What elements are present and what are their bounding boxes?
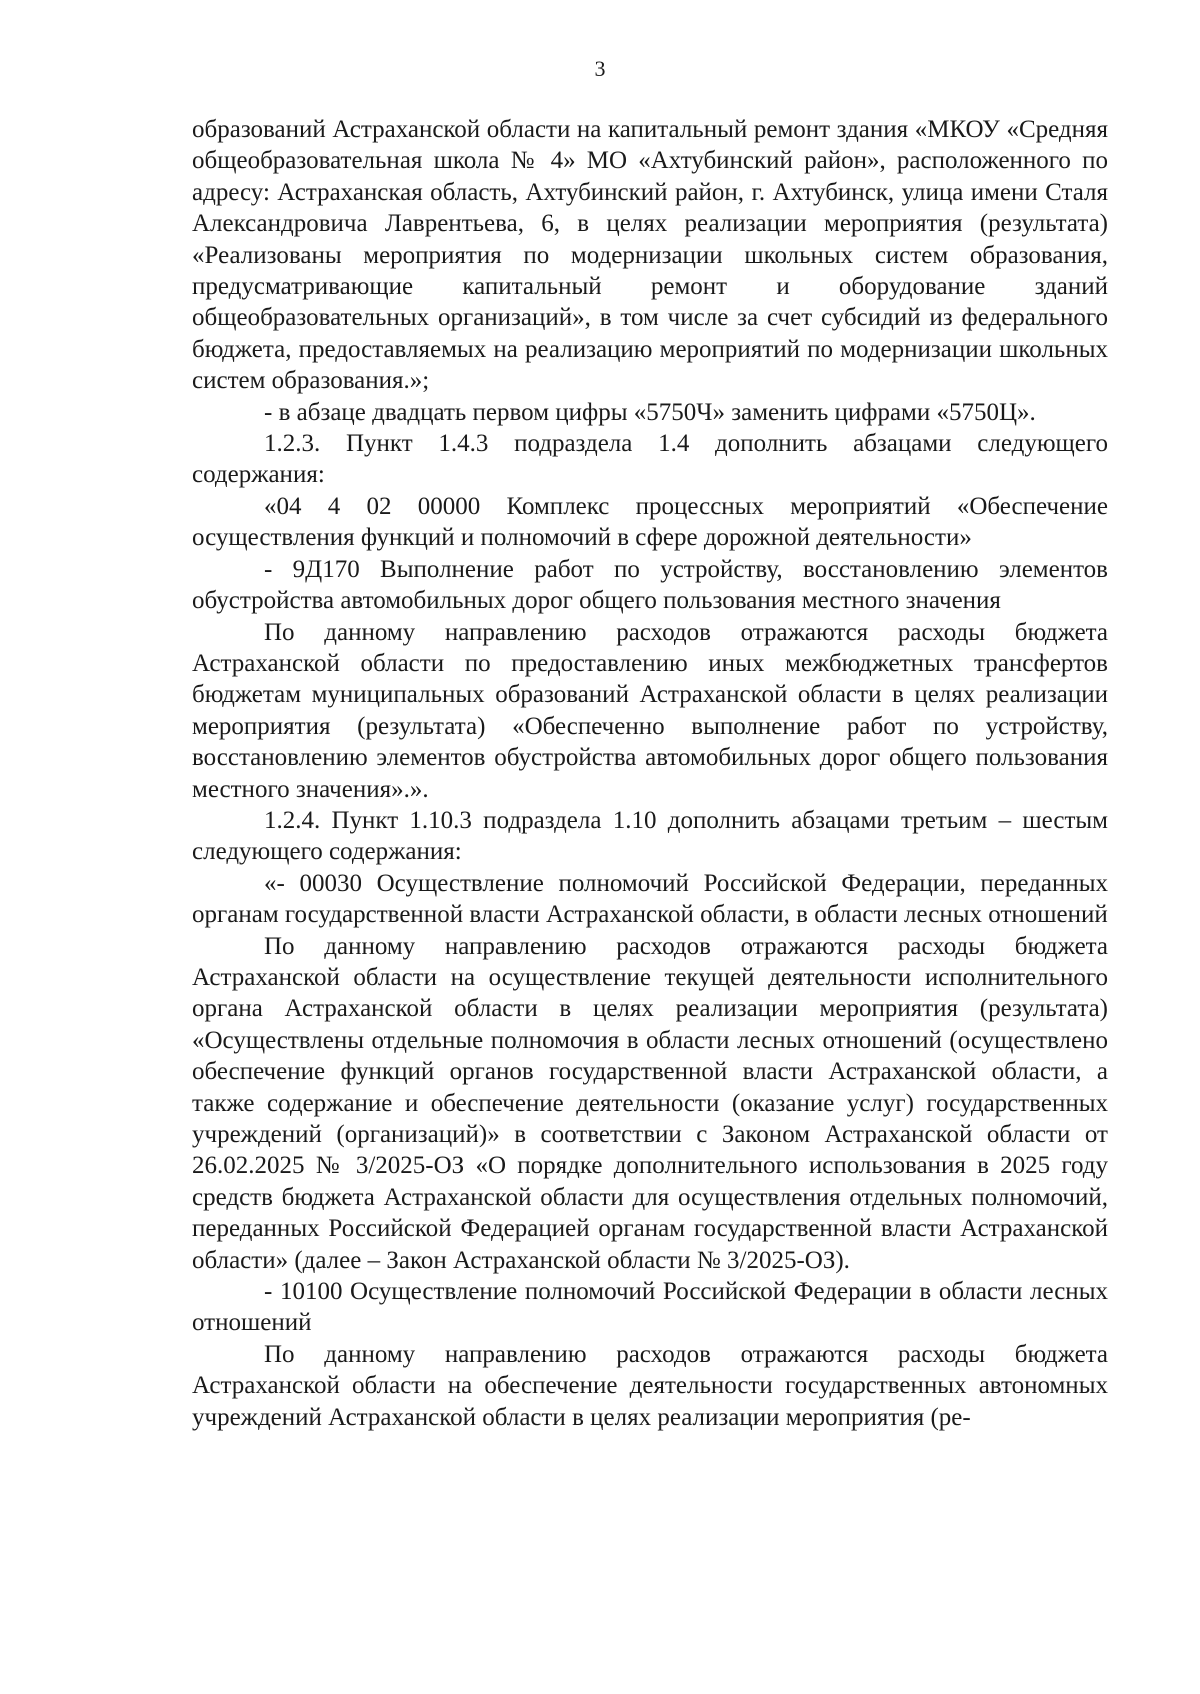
paragraph-9: По данному направлению расходов отражаются расходы бюджета Астраханской области на осуществление текущей деятельности исполнительного органа Астраханской области в целях реализации мероприятия (результата) «Осуществлены отдельные полномочия в области лесных отношений (осуществлено обеспечение функций органов государственной власти Астраханской области, а также содержание и обеспечение деятельности (оказание услуг) государственных учреждений (организаций)» в соответствии с Законом Астраханской области от 26.02.2025 № 3/2025-ОЗ «О порядке дополнительного использования в 2025 году средств бюджета Астраханской области для осуществления отдельных полномочий, переданных Российской Федерацией органам государственной власти Астраханской области» (далее – Закон Астраханской области № 3/2025-ОЗ). — [192, 932, 1108, 1274]
paragraph-2: - в абзаце двадцать первом цифры «5750Ч» заменить цифрами «5750Ц». — [264, 398, 1036, 426]
paragraph-7: 1.2.4. Пункт 1.10.3 подраздела 1.10 дополнить абзацами третьим – шестым следующего содержания: — [192, 806, 1108, 866]
paragraph-5: - 9Д170 Выполнение работ по устройству, восстановлению элементов обустройства автомобильных дорог общего пользования местного значения — [192, 555, 1108, 615]
paragraph-11: По данному направлению расходов отражаются расходы бюджета Астраханской области на обеспечение деятельности государственных автономных учреждений Астраханской области в целях реализации мероприятия (ре- — [192, 1340, 1108, 1431]
page-number: 3 — [594, 56, 606, 81]
paragraph-4: «04 4 02 00000 Комплекс процессных мероприятий «Обеспечение осуществления функций и полномочий в сфере дорожной деятельности» — [192, 492, 1108, 552]
paragraph-3: 1.2.3. Пункт 1.4.3 подраздела 1.4 дополнить абзацами следующего содержания: — [192, 430, 1108, 489]
paragraph-10: - 10100 Осуществление полномочий Российской Федерации в области лесных отношений — [192, 1278, 1108, 1337]
paragraph-8: «- 00030 Осуществление полномочий Российской Федерации, переданных органам государственной власти Астраханской области, в области лесных отношений — [192, 869, 1108, 929]
document-body — [192, 114, 1108, 1433]
paragraph-6: По данному направлению расходов отражаются расходы бюджета Астраханской области по предоставлению иных межбюджетных трансфертов бюджетам муниципальных образований Астраханской области в целях реализации мероприятия (результата) «Обеспеченно выполнение работ по устройству, восстановлению элементов обустройства автомобильных дорог общего пользования местного значения».». — [192, 618, 1108, 803]
paragraph-1: образований Астраханской области на капитальный ремонт здания «МКОУ «Средняя общеобразовательная школа № 4» МО «Ахтубинский район», расположенного по адресу: Астраханская область, Ахтубинский район, г. Ахтубинск, улица имени Сталя Александровича Лаврентьева, 6, в целях реализации мероприятия (результата) «Реализованы мероприятия по модернизации школьных систем образования, предусматривающие капитальный ремонт и оборудование зданий общеобразовательных организаций», в том числе за счет субсидий из федерального бюджета, предоставляемых на реализацию мероприятий по модернизации школьных систем образования.»; — [192, 116, 1108, 395]
